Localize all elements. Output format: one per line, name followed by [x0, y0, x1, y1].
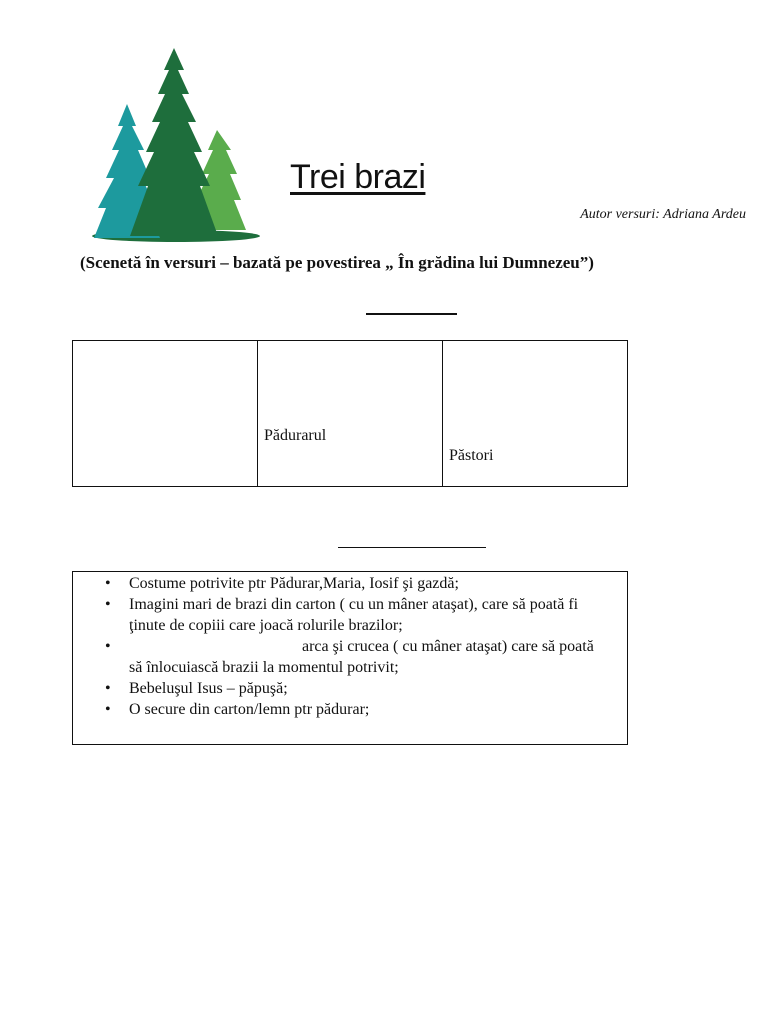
props-list — [105, 573, 595, 720]
bullet-icon: • — [105, 596, 111, 613]
roles-cell — [257, 341, 442, 486]
list-item — [105, 699, 595, 720]
list-item-text: Imagini mari de brazi din carton ( cu un mâner ataşat), care să poată fi ţinute de copiii care joacă rolurile brazilor; — [129, 596, 579, 634]
roles-cell-text: Păstori — [449, 447, 494, 464]
list-item-text: O secure din carton/lemn ptr pădurar; — [129, 701, 370, 718]
list-item — [105, 594, 595, 636]
list-item-text: arca şi crucea ( cu mâner ataşat) care să poată să înlocuiască brazii la momentul potrivit; — [129, 638, 594, 676]
dark-green-tree — [130, 48, 218, 238]
section-rule — [366, 313, 457, 315]
list-item — [105, 573, 595, 594]
list-item-text: Costume potrivite ptr Pădurar,Maria, Iosif şi gazdă; — [129, 575, 459, 592]
roles-table — [72, 340, 628, 487]
bullet-icon: • — [105, 701, 111, 718]
author-line: Autor versuri: Adriana Ardeu — [580, 207, 746, 222]
bullet-icon: • — [105, 638, 111, 655]
pine-trees-logo — [92, 46, 267, 246]
roles-cell — [73, 341, 257, 486]
subtitle: (Scenetă în versuri – bazată pe povestirea „ În grădina lui Dumnezeu”) — [80, 253, 594, 272]
bullet-icon: • — [105, 680, 111, 697]
bullet-icon: • — [105, 575, 111, 592]
roles-cell — [442, 341, 627, 486]
section-rule — [338, 547, 486, 548]
list-item — [105, 678, 595, 699]
roles-cell-text: Pădurarul — [264, 427, 327, 444]
list-item — [105, 636, 595, 678]
document-title: Trei brazi — [290, 158, 426, 196]
props-box — [72, 571, 628, 745]
list-item-text: Bebeluşul Isus – păpuşă; — [129, 680, 288, 697]
